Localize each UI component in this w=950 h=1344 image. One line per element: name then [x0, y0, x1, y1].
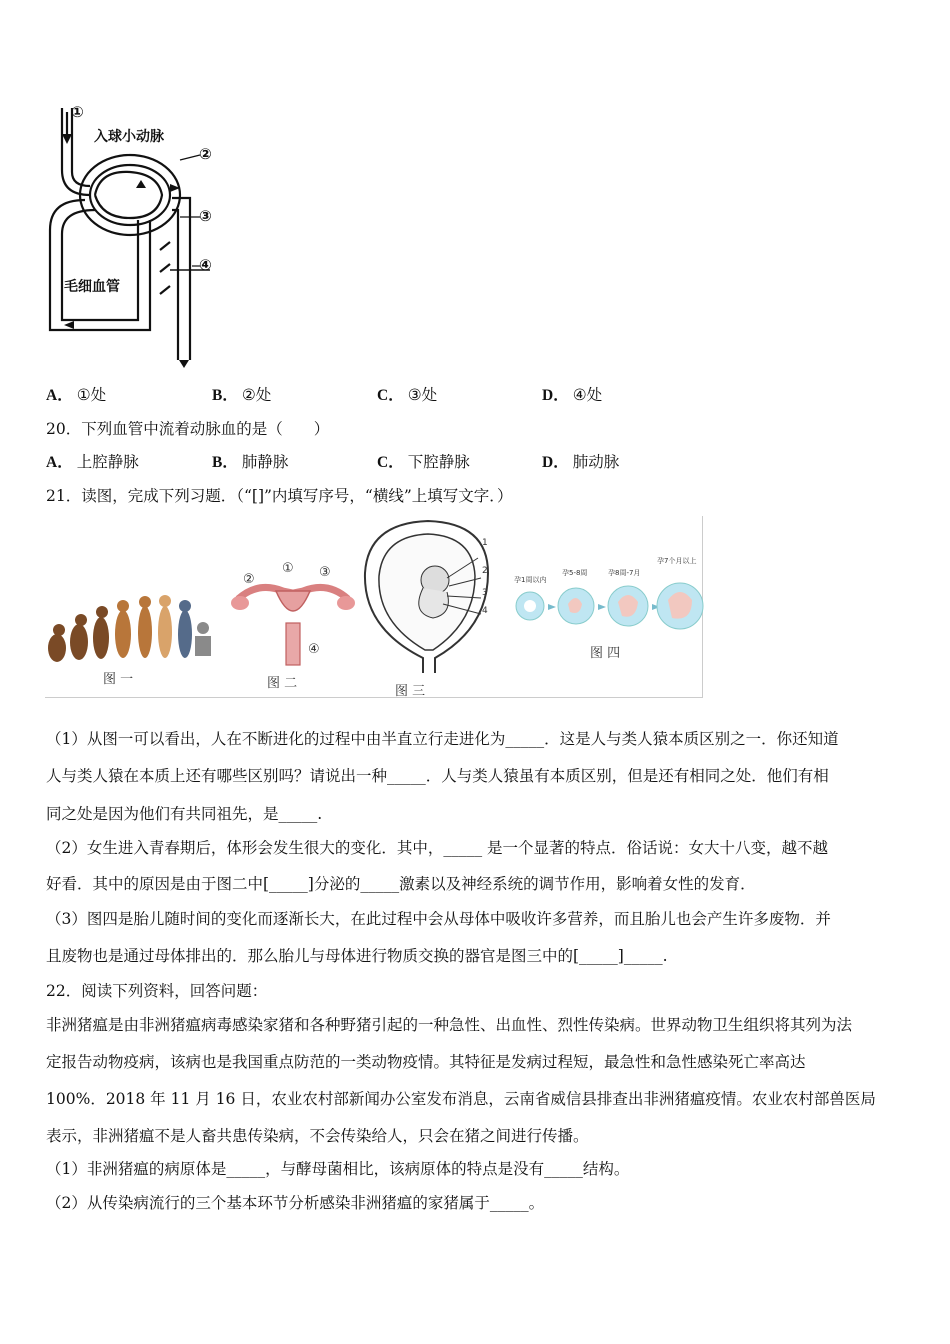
q22-material-line3: 100%．2018 年 11 月 16 日，农业农村部新闻办公室发布消息，云南省威信县排查出非洲猪瘟疫情。农业农村部兽医局 — [46, 1090, 876, 1108]
fig3-caption: 图 三 — [395, 684, 426, 699]
fig4-caption: 图 四 — [590, 646, 621, 661]
q21-p2-line1: （2）女生进入青春期后，体形会发生很大的变化．其中，_____ 是一个显著的特点．俗话说：女大十八变，越不越 — [46, 839, 829, 857]
fig2-marker-3: ③ — [319, 565, 331, 580]
q20-stem: 20．下列血管中流着动脉血的是（ ） — [46, 420, 330, 438]
marker-1: ① — [71, 103, 84, 121]
fig4-stage-3: 孕8周-7月 — [608, 569, 641, 577]
fig1-caption: 图 一 — [103, 672, 134, 687]
marker-3: ③ — [199, 207, 212, 225]
q20-option-d[interactable]: D． 肺动脉 — [542, 453, 620, 471]
q22-sub2: （2）从传染病流行的三个基本环节分析感染非洲猪瘟的家猪属于_____。 — [46, 1194, 545, 1212]
q22-material-line1: 非洲猪瘟是由非洲猪瘟病毒感染家猪和各种野猪引起的一种急性、出血性、烈性传染病。世界动物卫生组织将其列为法 — [46, 1016, 853, 1034]
q22-material-line4: 表示，非洲猪瘟不是人畜共患传染病，不会传染给人，只会在猪之间进行传播。 — [46, 1127, 589, 1145]
q21-stem: 21．读图，完成下列习题．（“[]”内填写序号，“横线”上填写文字．） — [46, 487, 513, 505]
q19-option-c[interactable]: C． ③处 — [377, 386, 438, 404]
fig2-caption: 图 二 — [267, 676, 298, 691]
label-capillary: 毛细血管 — [64, 279, 120, 295]
fig2-marker-4: ④ — [308, 642, 320, 657]
fig3-marker-4: 4 — [482, 606, 488, 616]
q21-figure-panel — [45, 516, 703, 698]
q19-option-a[interactable]: A． ①处 — [46, 386, 107, 404]
q22-stem: 22．阅读下列资料，回答问题： — [46, 982, 268, 1000]
fig2-marker-1: ① — [282, 561, 294, 576]
q22-sub1: （1）非洲猪瘟的病原体是_____，与酵母菌相比，该病原体的特点是没有_____结构。 — [46, 1160, 630, 1178]
q20-option-b[interactable]: B． 肺静脉 — [212, 453, 289, 471]
q20-option-a[interactable]: A． 上腔静脉 — [46, 453, 139, 471]
label-afferent-arteriole: 入球小动脉 — [94, 129, 164, 145]
marker-2: ② — [199, 145, 212, 163]
q21-p3-line2: 且废物也是通过母体排出的．那么胎儿与母体进行物质交换的器官是图三中的[_____]_____. — [46, 947, 668, 965]
q22-material-line2: 定报告动物疫病，该病也是我国重点防范的一类动物疫情。其特征是发病过程短，最急性和急性感染死亡率高达 — [46, 1053, 806, 1071]
fig3-marker-1: 1 — [482, 538, 488, 548]
q21-p3-line1: （3）图四是胎儿随时间的变化而逐渐长大，在此过程中会从母体中吸收许多营养，而且胎儿也会产生许多废物．并 — [46, 910, 831, 928]
fig2-marker-2: ② — [243, 572, 255, 587]
fig3-marker-2: 2 — [482, 566, 488, 576]
fig3-marker-3: 3 — [482, 588, 488, 598]
q21-p1-line2: 人与类人猿在本质上还有哪些区别吗？请说出一种_____．人与类人猿虽有本质区别，但是还有相同之处．他们有相 — [46, 767, 829, 785]
fig4-stage-1: 孕1周以内 — [514, 576, 547, 584]
q21-p1-line1: （1）从图一可以看出，人在不断进化的过程中由半直立行走进化为_____．这是人与类人猿本质区别之一．你还知道 — [46, 730, 839, 748]
q21-p2-line2: 好看．其中的原因是由于图二中[_____]分泌的_____激素以及神经系统的调节作用，影响着女性的发育． — [46, 875, 756, 893]
q19-option-b[interactable]: B． ②处 — [212, 386, 272, 404]
q20-option-c[interactable]: C． 下腔静脉 — [377, 453, 470, 471]
fig4-stage-2: 孕5-8周 — [562, 569, 588, 577]
q21-p1-line3: 同之处是因为他们有共同祖先，是_____. — [46, 805, 323, 823]
marker-4: ④ — [199, 256, 212, 274]
fig4-stage-4: 孕7个月以上 — [657, 557, 697, 565]
human-evolution-figure — [45, 576, 215, 666]
q19-option-d[interactable]: D． ④处 — [542, 386, 603, 404]
fetus-uterus-figure — [363, 518, 493, 678]
